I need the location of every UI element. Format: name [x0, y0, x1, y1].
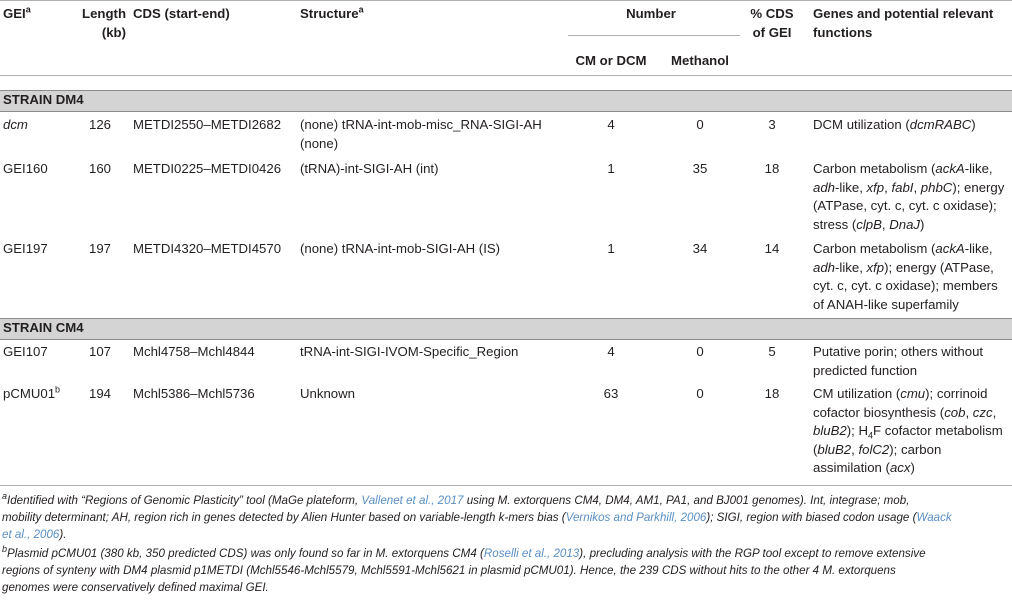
header-gei: GEI$^a$ [3, 4, 31, 21]
cell-genes: Carbon metabolism (ackA-like, adh-like, xfp, fabI, phbC); energy (ATPase, cyt. c, cyt. c oxidase); stress (clpB, DnaJ) [813, 161, 1005, 232]
header-methanol: Methanol [671, 53, 729, 68]
cell-methanol: 0 [696, 117, 704, 132]
cell-pct: 5 [768, 344, 776, 359]
section-rule [0, 339, 1012, 340]
section-title-cm4: STRAIN CM4 [3, 320, 84, 335]
cell-cm: 4 [607, 344, 615, 359]
header-structure: Structure$^a$ [300, 4, 364, 21]
table-bottom-rule [0, 485, 1012, 486]
section-band-dm4 [0, 90, 1012, 111]
cell-cds: METDI4320–METDI4570 [133, 241, 282, 256]
cell-cm: 4 [607, 117, 615, 132]
cell-cm: 63 [603, 386, 619, 401]
header-bottom-rule [0, 75, 1012, 76]
cell-length: 107 [89, 344, 112, 359]
cell-gei: GEI197 [3, 241, 48, 256]
citation-link[interactable]: Vernikos and Parkhill, 2006 [565, 511, 707, 524]
cell-gei: GEI160 [3, 161, 48, 176]
section-title-dm4: STRAIN DM4 [3, 92, 84, 107]
cell-cds: Mchl4758–Mchl4844 [133, 344, 255, 359]
cell-structure: (none) tRNA-int-mob-misc_RNA-SIGI-AH (none) [300, 117, 542, 151]
cell-structure: (none) tRNA-int-mob-SIGI-AH (IS) [300, 241, 501, 256]
cell-genes: Putative porin; others without predicted function [813, 344, 984, 378]
cell-gei: GEI107 [3, 344, 48, 359]
cell-length: 160 [89, 161, 112, 176]
citation-link[interactable]: et al., 2006 [2, 528, 60, 541]
section-rule [0, 90, 1012, 91]
section-rule [0, 111, 1012, 112]
cell-methanol: 0 [696, 344, 704, 359]
top-rule [0, 0, 1012, 1]
header-genes: Genes and potential relevant functions [813, 6, 994, 40]
footnote-b: $^b$Plasmid pCMU01 (380 kb, 350 predicted CDS) was only found so far in M. extorquens CM4 (Roselli et al., 2013), precluding analysis with the RGP tool except to remove extensive regions of synteny with DM4 plasmid p1METDI (Mchl5546-Mchl5579, Mchl5591-Mchl5621 in plasmid pCMU01). Hence, the 239 CDS without hits to the other 4 M. extorquens genomes were conservatively defined maximal GEI. [2, 544, 926, 594]
cell-cds: Mchl5386–Mchl5736 [133, 386, 255, 401]
cell-methanol: 34 [692, 241, 708, 256]
header-pct-cds: % CDS of GEI [750, 6, 794, 40]
cell-length: 194 [89, 386, 112, 401]
cell-gei: pCMU01$^b$ [3, 384, 61, 401]
cell-structure: Unknown [300, 386, 355, 401]
cell-length: 126 [89, 117, 112, 132]
cell-cm: 1 [607, 161, 615, 176]
cell-pct: 3 [768, 117, 776, 132]
cell-pct: 18 [764, 161, 780, 176]
citation-link[interactable]: Roselli et al., 2013 [483, 547, 580, 560]
cell-genes: Carbon metabolism (ackA-like, adh-like, xfp); energy (ATPase, cyt. c, cyt. c oxidase); members of ANAH-like superfamily [813, 241, 998, 312]
cell-structure: (tRNA)-int-SIGI-AH (int) [300, 161, 439, 176]
footnote-a: $^a$Identified with “Regions of Genomic Plasticity” tool (MaGe plateform, Vallenet et al., 2017 using M. extorquens CM4, DM4, AM1, PA1, and BJ001 genomes). Int, integrase; mob, mobility determinant; AH, region rich in genes detected by Alien Hunter based on variable-length k-mers bias (Vernikos and Parkhill, 2006); SIGI, region with biased codon usage (Waack et al., 2006). [2, 491, 952, 541]
cell-pct: 18 [764, 386, 780, 401]
cell-gei: dcm [3, 117, 28, 132]
cell-genes: DCM utilization (dcmRABC) [813, 117, 976, 132]
cell-cds: METDI2550–METDI2682 [133, 117, 282, 132]
header-cds: CDS (start-end) [133, 6, 230, 21]
number-rule [568, 35, 740, 36]
cell-genes: CM utilization (cmu); corrinoid cofactor biosynthesis (cob, czc, bluB2); $H_4F$ cofactor metabolism (bluB2, folC2); carbon assimilation (acx) [813, 386, 1003, 475]
cell-pct: 14 [764, 241, 780, 256]
cell-methanol: 35 [692, 161, 708, 176]
section-band-cm4 [0, 318, 1012, 339]
header-cm-dcm: CM or DCM [575, 53, 647, 68]
cell-length: 197 [89, 241, 112, 256]
section-rule [0, 318, 1012, 319]
cell-structure: tRNA-int-SIGI-IVOM-Specific_Region [300, 344, 519, 359]
header-number: Number [626, 6, 676, 21]
citation-link[interactable]: Waack [916, 511, 952, 524]
cell-cm: 1 [607, 241, 615, 256]
cell-cds: METDI0225–METDI0426 [133, 161, 282, 176]
header-length: Length (kb) [82, 6, 126, 40]
citation-link[interactable]: Vallenet et al., 2017 [361, 494, 464, 507]
cell-methanol: 0 [696, 386, 704, 401]
